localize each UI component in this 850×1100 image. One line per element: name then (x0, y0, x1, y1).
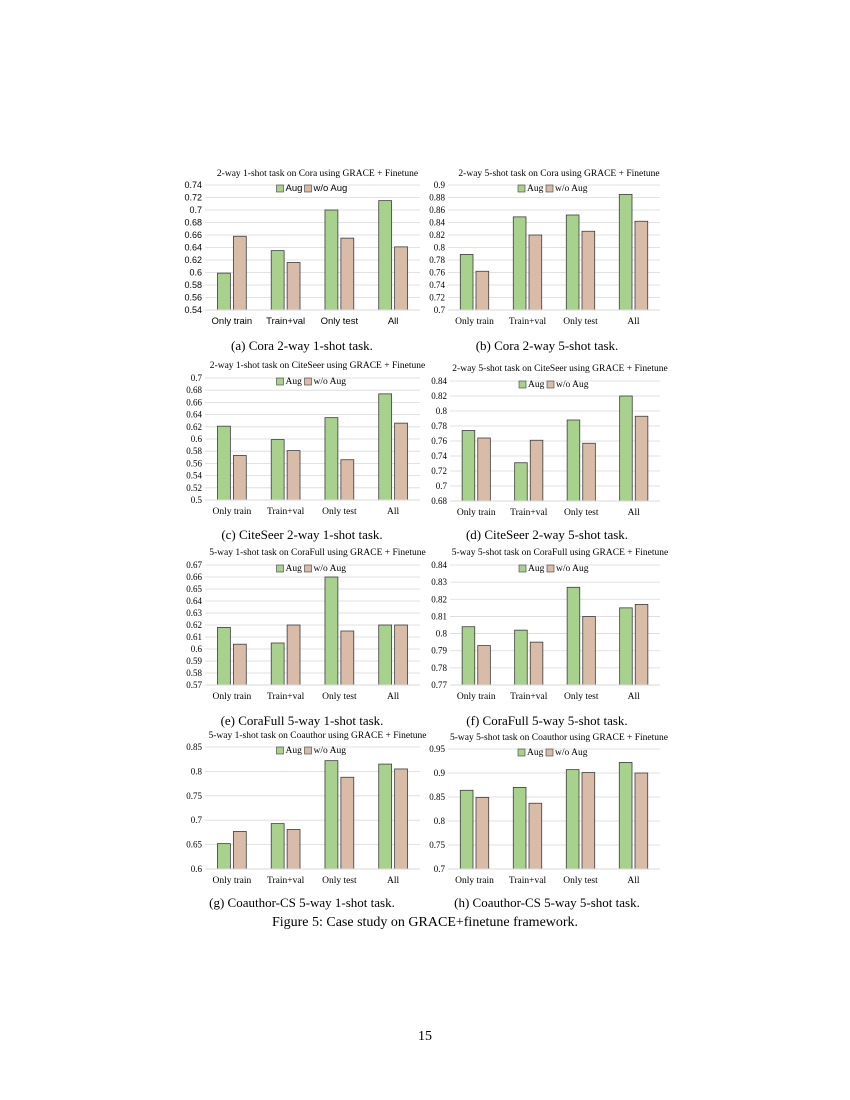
chart-h-x-tick-label: All (627, 876, 640, 886)
chart-h-legend-label: Aug (527, 748, 544, 758)
chart-e-bar-aug (271, 643, 284, 685)
chart-g-bar-wo-aug (395, 769, 408, 869)
subcaption-a: (a) Cora 2-way 1-shot task. (231, 338, 373, 353)
chart-a-bar-wo-aug (233, 236, 246, 310)
chart-b-bar-wo-aug (635, 221, 648, 310)
chart-h-legend-label: w/o Aug (555, 748, 588, 758)
chart-c-svg (175, 360, 425, 520)
chart-h-bar-wo-aug (635, 773, 648, 869)
chart-f-y-tick-label: 0.79 (431, 645, 447, 656)
chart-h-bar-wo-aug (476, 797, 489, 869)
chart-d-x-tick-label: All (627, 508, 640, 518)
chart-b-y-tick-label: 0.86 (429, 205, 445, 215)
chart-a-y-tick-label: 0.7 (189, 205, 202, 215)
chart-d-legend-swatch (519, 381, 526, 388)
chart-d-x-tick-label: Only test (563, 508, 599, 518)
chart-a-x-tick-label: Only train (211, 316, 253, 327)
chart-e-x-tick-label: All (387, 692, 400, 702)
chart-b-legend-swatch (518, 185, 525, 192)
chart-g-bar-aug (217, 844, 230, 869)
chart-g-x-tick-label: All (387, 876, 400, 886)
chart-e-x-tick-label: Train+val (267, 692, 305, 702)
chart-g-y-tick-label: 0.8 (190, 766, 202, 777)
chart-b-y-tick-label: 0.72 (429, 292, 445, 303)
chart-f-bar-aug (462, 627, 475, 685)
chart-b-y-tick-label: 0.9 (433, 180, 445, 190)
chart-f-legend (519, 564, 589, 574)
chart-d-bar-wo-aug (478, 438, 491, 501)
chart-g-legend-swatch (305, 747, 312, 754)
chart-h-bar-aug (619, 762, 632, 869)
chart-e-title: 5-way 1-shot task on CoraFull using GRACE + Finetune (209, 548, 426, 558)
chart-b-y-tick-label: 0.76 (429, 267, 445, 278)
chart-b-bar-aug (460, 254, 473, 310)
chart-e-y-tick-label: 0.66 (186, 572, 202, 582)
chart-g-x-tick-label: Only test (322, 876, 357, 886)
page-number: 15 (418, 1029, 432, 1044)
chart-g-legend-label: Aug (285, 746, 302, 756)
chart-a-y-tick-label: 0.58 (184, 280, 202, 290)
chart-panel-h (410, 732, 670, 892)
chart-a-y-tick-label: 0.68 (184, 217, 202, 228)
chart-panel-b (410, 165, 670, 335)
chart-b-legend-label: w/o Aug (555, 184, 588, 194)
chart-panel-c (175, 360, 425, 520)
chart-f-x-tick-label: All (627, 692, 640, 702)
chart-e-legend (277, 564, 347, 574)
subcaption-d: (d) CiteSeer 2-way 5-shot task. (465, 527, 629, 542)
chart-f-y-tick-label: 0.77 (431, 680, 447, 690)
chart-g-bar-wo-aug (341, 777, 354, 869)
chart-f-bar-wo-aug (635, 604, 648, 685)
chart-e-legend-label: w/o Aug (313, 564, 346, 574)
chart-g-bar-aug (379, 764, 392, 869)
subcaption-b: (b) Cora 2-way 5-shot task. (475, 338, 619, 353)
chart-c-legend-label: Aug (285, 377, 302, 387)
chart-b-x-tick-label: All (627, 317, 640, 327)
chart-d-y-tick-label: 0.78 (431, 421, 447, 431)
chart-c-legend-swatch (277, 378, 284, 385)
chart-panel-f (410, 546, 670, 706)
chart-e-legend-label: Aug (285, 564, 302, 574)
subcaption-e: (e) CoraFull 5-way 1-shot task. (220, 713, 384, 728)
chart-a-y-tick-label: 0.54 (184, 305, 202, 315)
chart-d-bar-wo-aug (530, 440, 543, 501)
chart-e-svg (175, 546, 425, 706)
chart-c-x-tick-label: Only test (322, 507, 357, 517)
chart-e-y-tick-label: 0.65 (186, 584, 202, 594)
subcaption-h: (h) Coauthor-CS 5-way 5-shot task. (454, 895, 640, 910)
chart-e-y-tick-label: 0.61 (186, 632, 202, 642)
chart-a-bar-aug (325, 210, 338, 310)
chart-e-y-tick-label: 0.6 (190, 644, 202, 654)
chart-b-bar-aug (619, 194, 632, 310)
subcaption-g: (g) Coauthor-CS 5-way 1-shot task. (209, 895, 395, 910)
chart-b-bar-wo-aug (582, 231, 595, 310)
chart-d-y-tick-label: 0.8 (435, 406, 447, 416)
chart-e-y-tick-label: 0.62 (186, 620, 202, 630)
chart-panel-g (175, 730, 425, 890)
chart-a-legend-swatch (305, 185, 312, 192)
chart-g-y-tick-label: 0.85 (186, 742, 202, 752)
chart-h-x-tick-label: Only test (563, 876, 598, 886)
figure-caption: Figure 5: Case study on GRACE+finetune framework. (271, 915, 579, 930)
chart-g-y-tick-label: 0.7 (190, 815, 202, 826)
chart-e-legend-swatch (277, 565, 284, 572)
chart-g-title: 5-way 1-shot task on Coauthor using GRACE + Finetune (208, 731, 427, 741)
chart-c-x-tick-label: Train+val (267, 507, 305, 517)
chart-a-bar-wo-aug (287, 263, 300, 311)
chart-b-y-tick-label: 0.84 (429, 217, 445, 228)
chart-f-y-tick-label: 0.8 (435, 628, 447, 639)
chart-d-bar-aug (567, 420, 580, 501)
chart-d-x-tick-label: Train+val (510, 508, 548, 518)
chart-d-y-tick-label: 0.76 (431, 436, 447, 446)
chart-d-svg (410, 362, 670, 522)
chart-h-y-tick-label: 0.7 (433, 864, 445, 874)
chart-c-bar-aug (217, 426, 230, 500)
chart-b-svg (410, 165, 670, 335)
chart-g-bar-wo-aug (233, 831, 246, 869)
chart-c-bar-aug (271, 440, 284, 500)
chart-d-y-tick-label: 0.84 (431, 376, 447, 386)
chart-b-legend-swatch (546, 185, 553, 192)
chart-e-y-tick-label: 0.58 (186, 668, 202, 678)
chart-g-bar-wo-aug (287, 829, 300, 869)
chart-b-title: 2-way 5-shot task on Cora using GRACE + Finetune (458, 169, 660, 179)
chart-c-y-tick-label: 0.52 (186, 482, 202, 493)
chart-d-bar-aug (462, 431, 475, 502)
chart-b-y-tick-label: 0.78 (429, 255, 445, 265)
chart-a-legend-label: w/o Aug (313, 183, 348, 194)
chart-f-x-tick-label: Only train (456, 692, 496, 702)
chart-c-x-tick-label: All (387, 507, 400, 517)
chart-c-bar-aug (379, 394, 392, 500)
chart-d-bar-wo-aug (583, 443, 596, 501)
chart-d-legend-label: w/o Aug (556, 380, 589, 390)
chart-c-legend-label: w/o Aug (313, 377, 346, 387)
chart-e-y-tick-label: 0.57 (186, 680, 202, 690)
chart-a-y-tick-label: 0.6 (189, 267, 202, 278)
chart-g-legend-swatch (277, 747, 284, 754)
chart-d-y-tick-label: 0.68 (431, 496, 447, 506)
chart-g-x-tick-label: Train+val (267, 876, 305, 886)
chart-h-bar-wo-aug (582, 773, 595, 869)
chart-g-y-tick-label: 0.75 (186, 790, 202, 801)
chart-f-bar-wo-aug (478, 646, 491, 685)
chart-f-x-tick-label: Train+val (510, 692, 548, 702)
chart-g-bar-aug (271, 824, 284, 869)
chart-f-legend-label: w/o Aug (556, 564, 589, 574)
chart-d-bar-wo-aug (635, 416, 648, 501)
chart-b-legend (518, 184, 588, 194)
chart-c-y-tick-label: 0.62 (186, 421, 202, 432)
chart-a-y-tick-label: 0.64 (184, 242, 202, 253)
chart-a-svg (175, 165, 425, 335)
chart-e-bar-wo-aug (233, 644, 246, 685)
chart-c-y-tick-label: 0.66 (186, 397, 202, 408)
chart-e-bar-aug (325, 577, 338, 685)
chart-h-bar-aug (460, 790, 473, 869)
chart-h-svg (410, 732, 670, 892)
chart-f-y-tick-label: 0.81 (431, 611, 447, 622)
chart-b-y-tick-label: 0.74 (429, 280, 445, 290)
chart-h-y-tick-label: 0.85 (429, 792, 445, 802)
chart-a-bar-aug (217, 273, 230, 310)
chart-a-x-tick-label: All (387, 316, 399, 327)
chart-e-bar-wo-aug (395, 625, 408, 685)
chart-f-y-tick-label: 0.82 (431, 594, 447, 605)
chart-e-y-tick-label: 0.64 (186, 596, 202, 606)
chart-c-bar-wo-aug (395, 423, 408, 500)
chart-b-bar-aug (566, 215, 579, 310)
chart-b-bar-wo-aug (476, 271, 489, 310)
chart-h-bar-aug (566, 770, 579, 869)
chart-c-y-tick-label: 0.5 (190, 495, 202, 505)
chart-h-y-tick-label: 0.95 (429, 744, 445, 754)
chart-g-svg (175, 730, 425, 890)
chart-c-y-tick-label: 0.6 (190, 434, 202, 444)
chart-d-bar-aug (515, 463, 528, 501)
chart-e-bar-wo-aug (287, 625, 300, 685)
chart-f-bar-wo-aug (530, 642, 543, 685)
chart-h-y-tick-label: 0.75 (429, 840, 445, 850)
chart-d-y-tick-label: 0.7 (435, 481, 447, 491)
subcaption-c: (c) CiteSeer 2-way 1-shot task. (221, 527, 383, 542)
chart-h-legend-swatch (518, 749, 525, 756)
chart-e-y-tick-label: 0.67 (186, 560, 202, 570)
chart-e-legend-swatch (305, 565, 312, 572)
chart-d-x-tick-label: Only train (456, 508, 496, 518)
chart-f-svg (410, 546, 670, 706)
chart-f-bar-aug (620, 608, 633, 685)
chart-c-legend-swatch (305, 378, 312, 385)
chart-h-y-tick-label: 0.9 (433, 768, 445, 778)
chart-f-bar-aug (567, 587, 580, 685)
chart-b-y-tick-label: 0.88 (429, 192, 445, 203)
chart-c-x-tick-label: Only train (212, 507, 252, 517)
chart-c-y-tick-label: 0.54 (186, 470, 202, 481)
chart-d-legend (519, 380, 589, 390)
chart-a-y-tick-label: 0.56 (184, 292, 202, 303)
chart-f-title: 5-way 5-shot task on CoraFull using GRACE + Finetune (451, 548, 669, 558)
chart-e-bar-wo-aug (341, 631, 354, 685)
chart-h-bar-wo-aug (529, 803, 542, 869)
chart-f-y-tick-label: 0.83 (431, 577, 447, 588)
chart-b-y-tick-label: 0.82 (429, 230, 445, 240)
chart-g-y-tick-label: 0.6 (190, 864, 202, 874)
chart-d-legend-swatch (547, 381, 554, 388)
chart-d-legend-label: Aug (528, 380, 545, 390)
chart-c-bar-wo-aug (287, 451, 300, 500)
chart-b-x-tick-label: Only test (563, 317, 598, 327)
chart-g-x-tick-label: Only train (212, 876, 252, 886)
chart-f-bar-wo-aug (583, 616, 596, 685)
chart-e-x-tick-label: Only test (322, 692, 357, 702)
chart-a-y-tick-label: 0.62 (184, 255, 202, 265)
chart-b-legend-label: Aug (527, 184, 544, 194)
chart-c-y-tick-label: 0.56 (186, 458, 202, 469)
chart-a-legend-swatch (277, 185, 284, 192)
chart-a-y-tick-label: 0.66 (184, 230, 202, 240)
chart-e-bar-aug (379, 625, 392, 685)
chart-f-legend-swatch (547, 565, 554, 572)
chart-h-legend (518, 748, 588, 758)
chart-c-y-tick-label: 0.64 (186, 409, 202, 420)
chart-b-x-tick-label: Only train (455, 317, 494, 327)
chart-c-legend (277, 377, 347, 387)
subcaption-f: (f) CoraFull 5-way 5-shot task. (466, 713, 628, 728)
chart-b-y-tick-label: 0.8 (433, 242, 445, 253)
chart-panel-a (175, 165, 425, 335)
chart-a-y-tick-label: 0.72 (184, 192, 202, 203)
chart-e-bar-aug (217, 627, 230, 685)
chart-c-bar-aug (325, 418, 338, 500)
chart-g-legend-label: w/o Aug (313, 746, 346, 756)
chart-e-y-tick-label: 0.59 (186, 656, 202, 666)
chart-a-y-tick-label: 0.74 (184, 180, 202, 190)
chart-h-title: 5-way 5-shot task on Coauthor using GRACE + Finetune (449, 733, 669, 743)
chart-h-x-tick-label: Train+val (508, 876, 547, 886)
chart-h-y-tick-label: 0.8 (433, 816, 445, 826)
chart-c-bar-wo-aug (233, 455, 246, 500)
chart-d-y-tick-label: 0.82 (431, 391, 447, 401)
chart-a-bar-aug (379, 201, 392, 310)
chart-c-y-tick-label: 0.7 (190, 373, 202, 383)
chart-a-x-tick-label: Train+val (266, 316, 306, 327)
chart-panel-e (175, 546, 425, 706)
chart-b-bar-aug (513, 217, 526, 310)
chart-h-x-tick-label: Only train (455, 876, 494, 886)
chart-d-title: 2-way 5-shot task on CiteSeer using GRACE + Finetune (452, 364, 668, 374)
chart-c-title: 2-way 1-shot task on CiteSeer using GRACE + Finetune (209, 361, 426, 371)
chart-h-legend-swatch (546, 749, 553, 756)
chart-a-bar-wo-aug (395, 247, 408, 310)
chart-d-y-tick-label: 0.74 (431, 451, 447, 461)
chart-panel-d (410, 362, 670, 522)
chart-c-bar-wo-aug (341, 460, 354, 500)
chart-f-x-tick-label: Only test (563, 692, 599, 702)
chart-f-y-tick-label: 0.84 (431, 560, 447, 570)
chart-b-x-tick-label: Train+val (508, 317, 547, 327)
chart-a-bar-wo-aug (341, 238, 354, 310)
chart-f-legend-label: Aug (528, 564, 545, 574)
chart-b-y-tick-label: 0.7 (433, 305, 445, 315)
chart-a-x-tick-label: Only test (320, 316, 359, 327)
chart-g-legend (277, 746, 347, 756)
chart-a-bar-aug (271, 251, 284, 310)
chart-f-bar-aug (515, 630, 528, 685)
chart-f-legend-swatch (519, 565, 526, 572)
chart-g-y-tick-label: 0.65 (186, 839, 202, 850)
chart-c-y-tick-label: 0.58 (186, 446, 202, 457)
chart-f-y-tick-label: 0.78 (431, 662, 447, 673)
chart-e-y-tick-label: 0.63 (186, 608, 202, 618)
chart-c-y-tick-label: 0.68 (186, 385, 202, 396)
chart-a-legend-label: Aug (285, 183, 303, 194)
chart-a-title: 2-way 1-shot task on Cora using GRACE + Finetune (216, 169, 419, 179)
chart-g-bar-aug (325, 761, 338, 869)
chart-d-y-tick-label: 0.72 (431, 466, 447, 476)
chart-b-bar-wo-aug (529, 235, 542, 310)
chart-h-bar-aug (513, 787, 526, 869)
chart-e-x-tick-label: Only train (212, 692, 252, 702)
chart-d-bar-aug (620, 396, 633, 501)
